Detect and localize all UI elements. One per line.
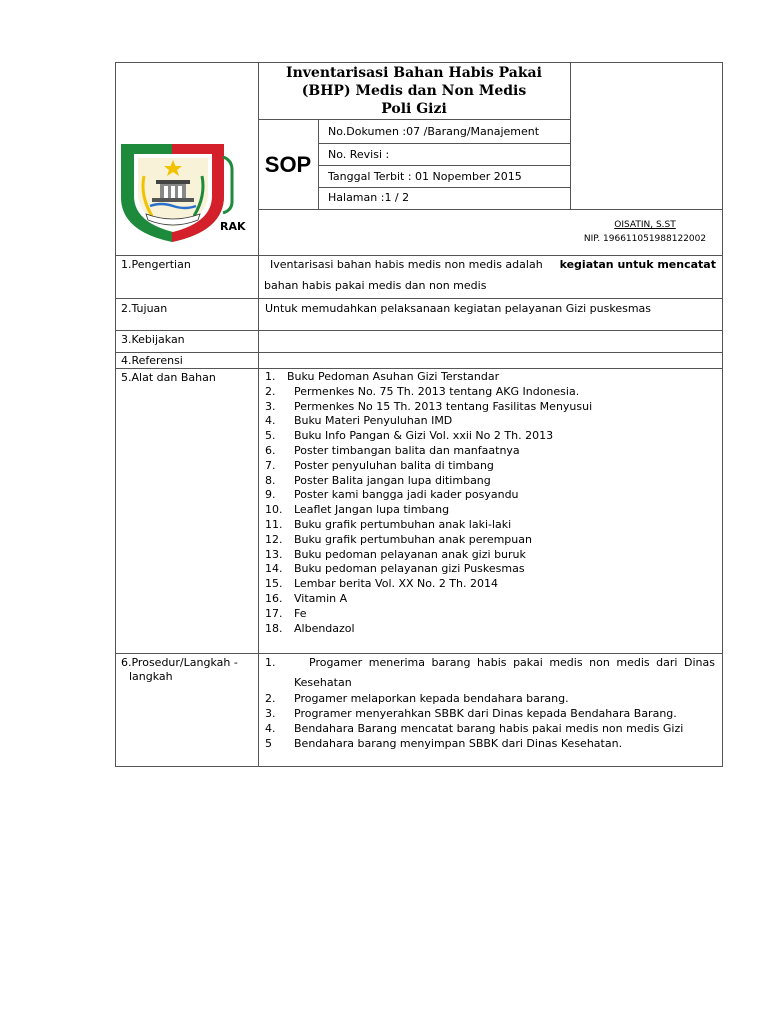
alat-item-text: Buku grafik pertumbuhan anak perempuan (294, 532, 532, 546)
prosedur-step-1-text-b: Kesehatan (294, 676, 352, 689)
alat-item-text: Albendazol (294, 621, 355, 635)
prosedur-item-text: Bendahara Barang mencatat barang habis pakai medis non medis Gizi (294, 722, 684, 735)
logo-accent-bar (222, 156, 234, 214)
alat-item-text: Buku Pedoman Asuhan Gizi Terstandar (287, 370, 500, 383)
alat-item-text: Buku pedoman pelayanan gizi Puskesmas (294, 562, 525, 576)
sop-label: SOP (264, 152, 312, 177)
pengertian-line-2: bahan habis pakai medis dan non medis (264, 279, 487, 292)
document-number: No.Dokumen :07 /Barang/Manajement (328, 125, 540, 138)
alat-item-text: Buku Materi Penyuluhan IMD (294, 414, 453, 428)
alat-item (265, 518, 592, 533)
alat-item-number: 7. (265, 458, 276, 472)
alat-item (265, 400, 592, 415)
prosedur-list (265, 691, 683, 751)
alat-item (265, 444, 592, 459)
alat-item-text: Poster penyuluhan balita di timbang (294, 458, 494, 472)
prosedur-item-text: Programer menyerahkan SBBK dari Dinas kepada Bendahara Barang. (294, 707, 677, 720)
alat-bahan-list (265, 370, 592, 636)
prosedur-item-number: 5 (265, 737, 272, 750)
alat-item-number: 5. (265, 429, 276, 443)
alat-item-text: Buku grafik pertumbuhan anak laki-laki (294, 517, 512, 531)
prosedur-item (265, 706, 683, 721)
issue-date: Tanggal Terbit : 01 Nopember 2015 (328, 170, 522, 183)
section-pengertian-text (264, 258, 716, 293)
alat-item (265, 414, 592, 429)
prosedur-step-1-text-a: Progamer menerima barang habis pakai medis non medis dari Dinas (309, 656, 715, 669)
alat-item (265, 548, 592, 563)
section-referensi-label: 4.Referensi (121, 354, 183, 367)
alat-item-text: Leaflet Jangan lupa timbang (294, 503, 450, 517)
alat-item (265, 607, 592, 622)
alat-item-number: 14. (265, 562, 283, 576)
alat-item (265, 592, 592, 607)
alat-item-text: Buku Info Pangan & Gizi Vol. xxii No 2 Th. 2013 (294, 429, 554, 443)
alat-item (265, 474, 592, 489)
section-tujuan-label: 2.Tujuan (121, 302, 168, 315)
alat-item (265, 622, 592, 637)
alat-item-text: Buku pedoman pelayanan anak gizi buruk (294, 547, 526, 561)
alat-item-number: 9. (265, 488, 276, 502)
alat-item-text: Poster timbangan balita dan manfaatnya (294, 443, 520, 457)
alat-item-text: Vitamin A (294, 591, 348, 605)
alat-item-number: 4. (265, 414, 276, 428)
pengertian-line-1a: Iventarisasi bahan habis medis non medis adalah (270, 258, 543, 271)
alat-item-number: 1. (265, 370, 276, 383)
prosedur-item (265, 691, 683, 706)
prosedur-item (265, 736, 683, 751)
section-kebijakan-label: 3.Kebijakan (121, 333, 185, 346)
document-title-line-1: Inventarisasi Bahan Habis Pakai (286, 65, 542, 81)
prosedur-item-number: 2. (265, 692, 276, 705)
prosedur-item (265, 721, 683, 736)
document-title-line-2: (BHP) Medis dan Non Medis (301, 83, 527, 99)
alat-item-number: 13. (265, 547, 283, 561)
alat-item (265, 577, 592, 592)
alat-item-number: 11. (265, 517, 283, 531)
alat-item (265, 562, 592, 577)
alat-item-number: 6. (265, 443, 276, 457)
alat-item-number: 16. (265, 591, 283, 605)
section-tujuan-text: Untuk memudahkan pelaksanaan kegiatan pelayanan Gizi puskesmas (265, 302, 652, 315)
page-number: Halaman :1 / 2 (328, 191, 410, 204)
alat-item-number: 17. (265, 606, 283, 620)
alat-item-number: 3. (265, 399, 276, 413)
alat-item-text: Lembar berita Vol. XX No. 2 Th. 2014 (294, 577, 498, 591)
alat-item-text: Poster kami bangga jadi kader posyandu (294, 488, 519, 502)
section-prosedur-label-2: langkah (129, 670, 173, 683)
alat-item (265, 429, 592, 444)
alat-item-number: 15. (265, 577, 283, 591)
alat-item-text: Poster Balita jangan lupa ditimbang (294, 473, 491, 487)
alat-item-number: 10. (265, 503, 283, 517)
alat-item-number: 2. (265, 384, 276, 398)
section-prosedur-label-1: 6.Prosedur/Langkah - (121, 656, 238, 669)
prosedur-item-number: 3. (265, 707, 276, 720)
logo-caption: RAK (220, 220, 246, 233)
document-title-line-3: Poli Gizi (381, 101, 447, 117)
alat-item-number: 18. (265, 621, 283, 635)
alat-item (265, 459, 592, 474)
alat-item (265, 385, 592, 400)
alat-item (265, 488, 592, 503)
prosedur-item-text: Bendahara barang menyimpan SBBK dari Dinas Kesehatan. (294, 737, 623, 750)
alat-item-text: Permenkes No 15 Th. 2013 tentang Fasilitas Menyusui (294, 399, 593, 413)
alat-item (265, 533, 592, 548)
regency-logo (116, 136, 232, 246)
prosedur-step-1 (265, 656, 715, 690)
alat-item-number: 12. (265, 532, 283, 546)
prosedur-item-text: Progamer melaporkan kepada bendahara barang. (294, 692, 569, 705)
alat-item (265, 370, 592, 385)
section-pengertian-label: 1.Pengertian (121, 258, 191, 271)
pengertian-line-1b: kegiatan untuk mencatat (559, 258, 716, 271)
alat-item-number: 8. (265, 473, 276, 487)
alat-item-text: Fe (294, 606, 307, 620)
revision-number: No. Revisi : (328, 148, 390, 161)
signature-name: OISATIN, S.ST (614, 220, 676, 230)
signature-nip: NIP. 196611051988122002 (583, 234, 707, 244)
prosedur-item-number: 4. (265, 722, 276, 735)
section-alat-label: 5.Alat dan Bahan (121, 371, 216, 384)
alat-item (265, 503, 592, 518)
alat-item-text: Permenkes No. 75 Th. 2013 tentang AKG Indonesia. (294, 384, 580, 398)
prosedur-step-1-number: 1. (265, 656, 276, 669)
